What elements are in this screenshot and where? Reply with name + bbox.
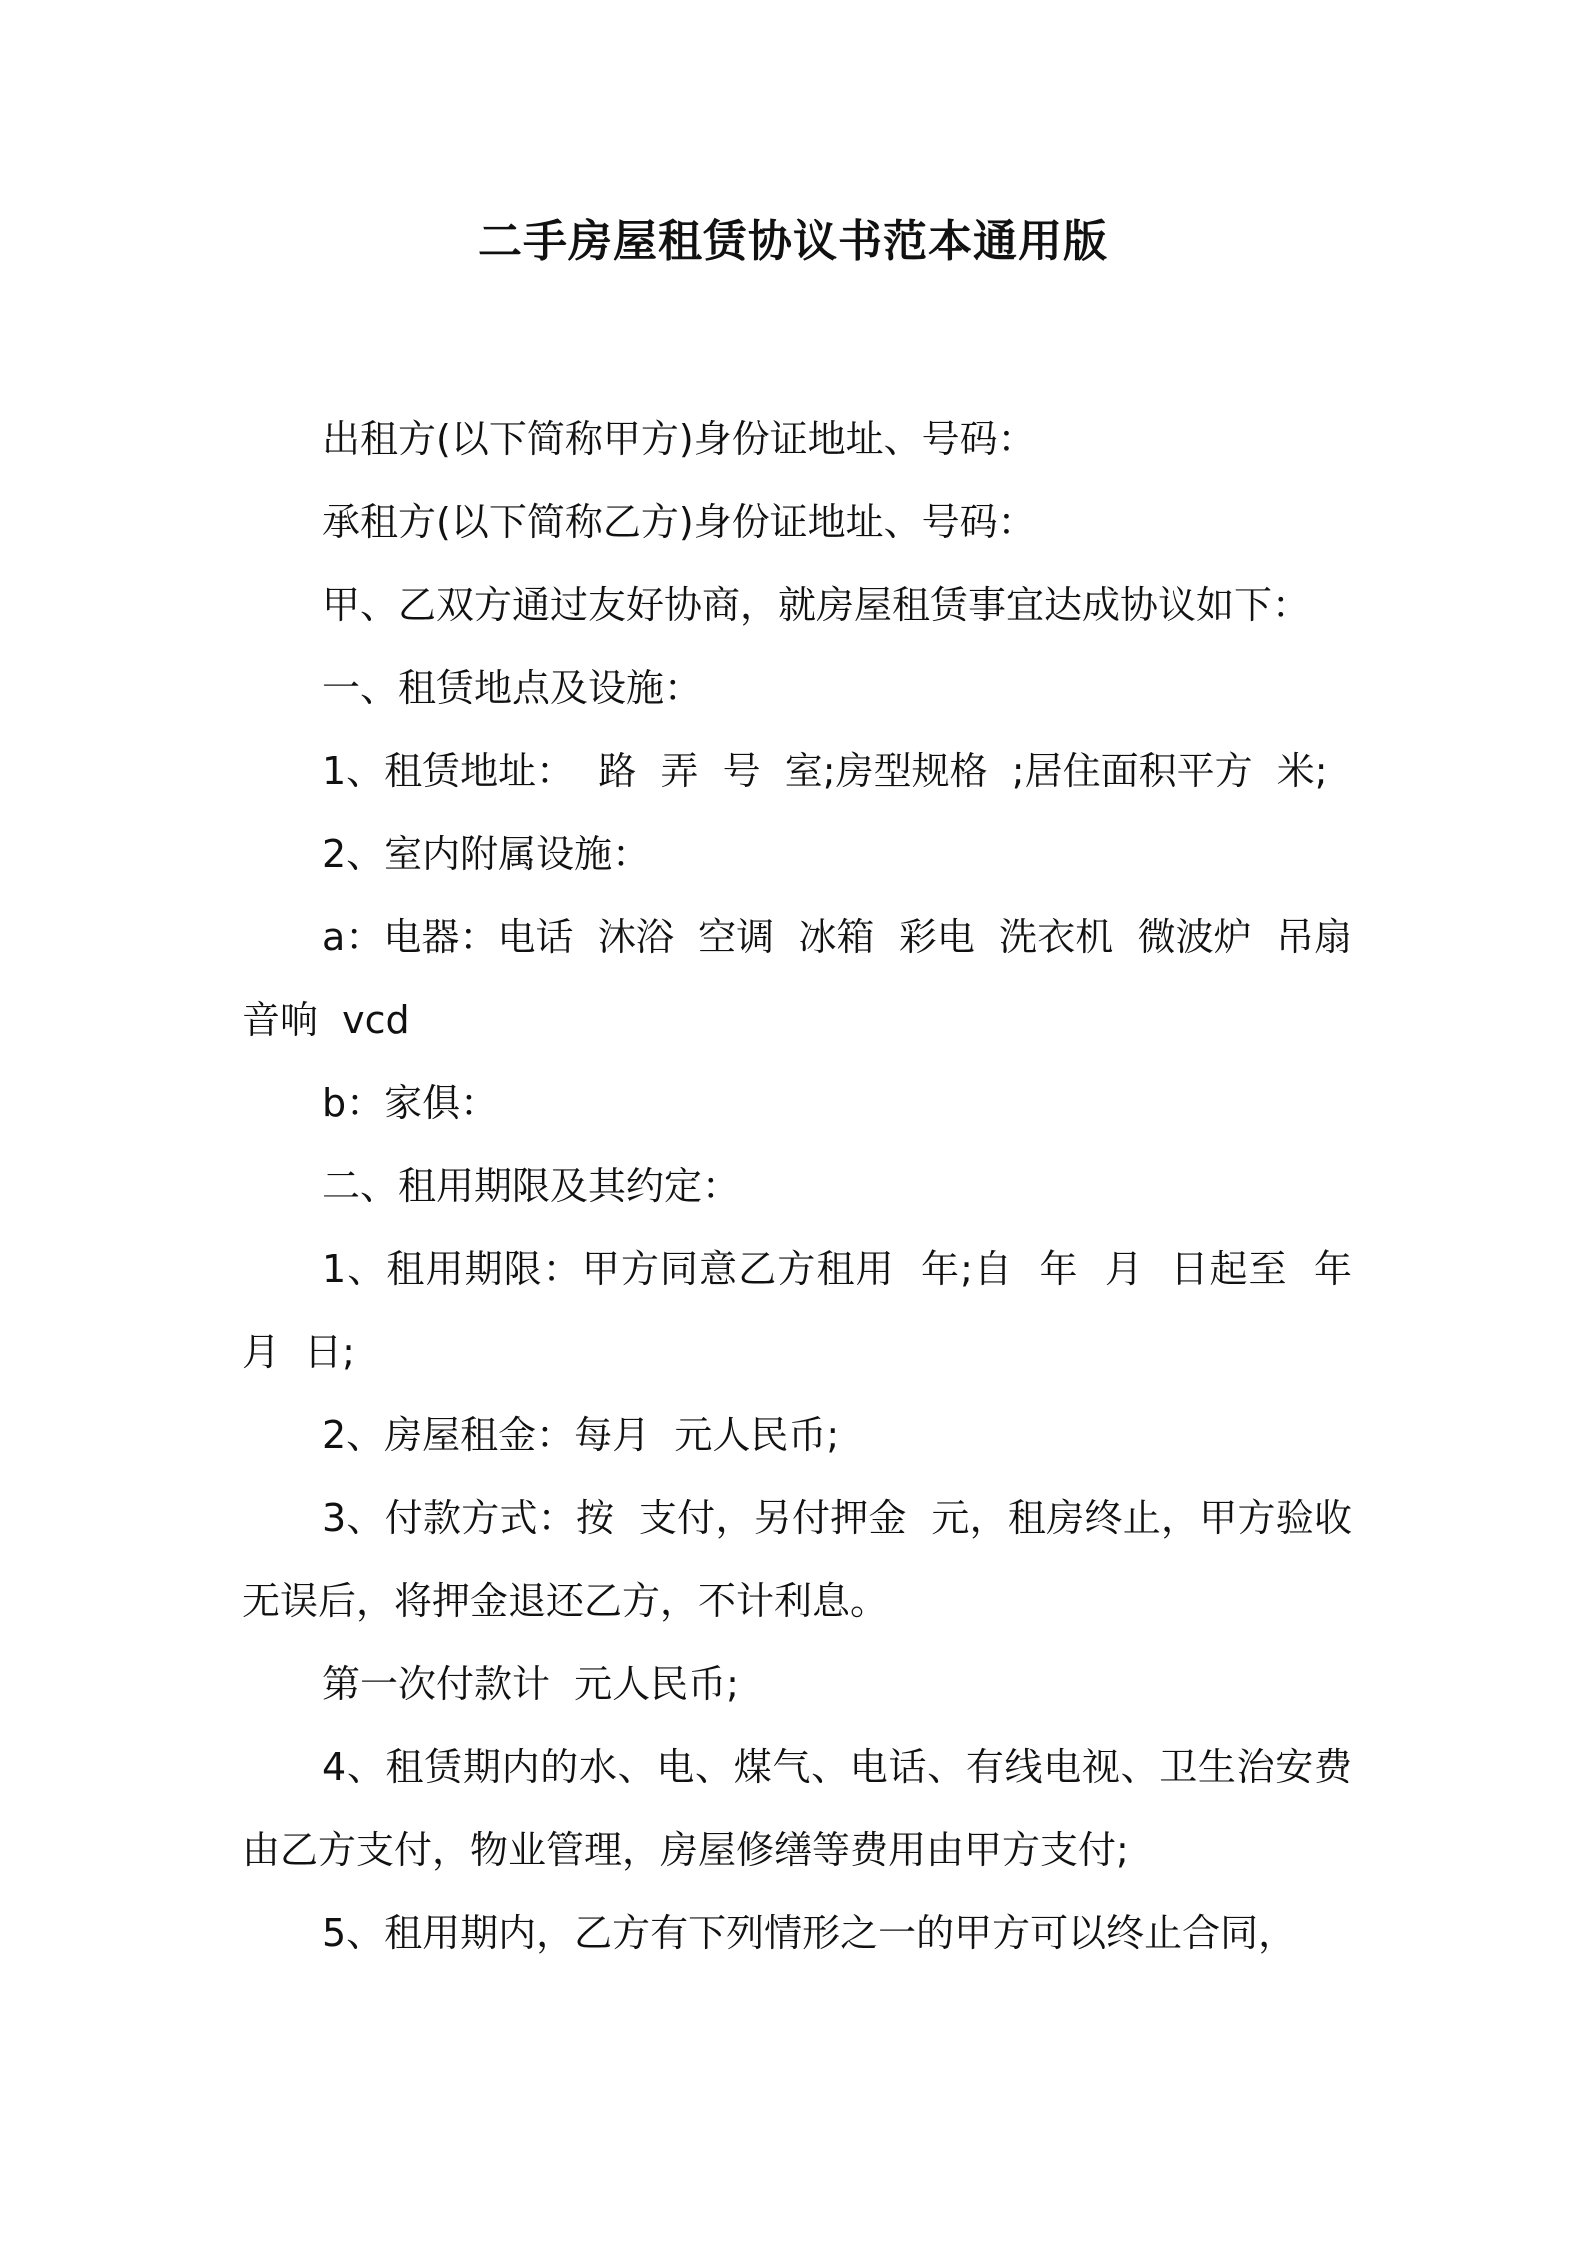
document-title: 二手房屋租赁协议书范本通用版 [478,216,1108,267]
paragraph-agreement-intro: 甲、乙双方通过友好协商，就房屋租赁事宜达成协议如下： [322,583,1311,627]
paragraph-first-payment: 第一次付款计 元人民币; [322,1662,739,1706]
paragraph-termination: 5、租用期内，乙方有下列情形之一的甲方可以终止合同， [322,1911,1297,1955]
paragraph-address: 1、租赁地址： 路 弄 号 室;房型规格 ;居住面积平方 米; [322,749,1328,793]
paragraph-lessor: 出租方(以下简称甲方)身份证地址、号码： [322,417,1036,461]
section-heading-location: 一、租赁地点及设施： [322,666,703,710]
paragraph-payment-method: 3、付款方式：按 支付，另付押金 元，租房终止，甲方验收无误后，将押金退还乙方，不计利息。 [242,1496,1352,1623]
section-heading-term: 二、租用期限及其约定： [322,1164,741,1208]
paragraph-facilities: 2、室内附属设施： [322,832,651,876]
paragraph-appliances: a：电器：电话 沐浴 空调 冰箱 彩电 洗衣机 微波炉 吊扇 音响 vcd [242,915,1377,1042]
paragraph-utilities: 4、租赁期内的水、电、煤气、电话、有线电视、卫生治安费由乙方支付，物业管理，房屋修缮等费用由甲方支付; [242,1745,1352,1872]
paragraph-lessee: 承租方(以下简称乙方)身份证地址、号码： [322,500,1036,544]
paragraph-rent: 2、房屋租金：每月 元人民币; [322,1413,840,1457]
paragraph-furniture: b：家俱： [322,1081,499,1125]
paragraph-lease-term: 1、租用期限：甲方同意乙方租用 年;自 年 月 日起至 年 月 日; [242,1247,1377,1374]
document-body [242,398,1377,1975]
